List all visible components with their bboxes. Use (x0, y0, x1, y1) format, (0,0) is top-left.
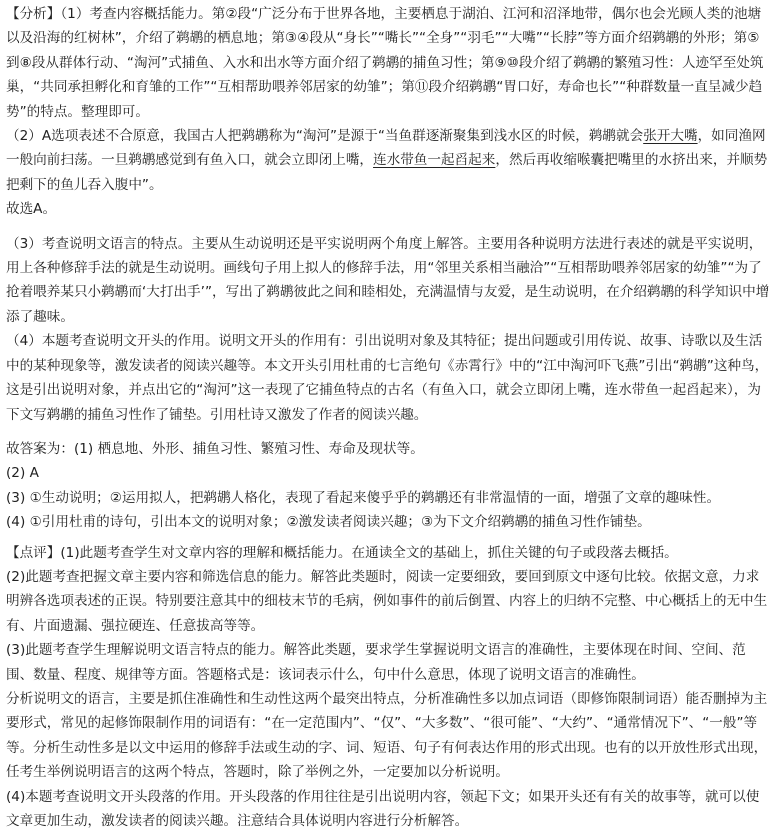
analysis-item-2-text-c: ，然后再收缩喉囊把嘴里的水挤出来，并顺势把剩下的鱼儿吞入腹中”。 (6, 152, 768, 193)
analysis-part-4: （4）本题考查说明文开头的作用。说明文开头的作用有：引出说明对象及其特征；提出问题或引用传说、故事、诗歌以及生活中的某种现象等，激发读者的阅读兴趣等。本文开头引用杜甫的七言绝句《赤霄行》中的“江中淘河吓飞燕”引出“鹈鹕”这种鸟，这是引出说明对象，并点出它的“淘河”这一表现了它捕鱼特点的古名（有鱼入口，就会立即闭上嘴，连水带鱼一起舀起来），为下文写鹈鹕的捕鱼习性作了铺垫。引用杜诗又激发了作者的阅读兴趣。 (6, 333, 769, 423)
analysis-item-2-text-a: （2）A选项表述不合原意，我国古人把鹈鹕称为“淘河”是源于“当鱼群逐渐聚集到浅水区的时候，鹈鹕就会 (6, 128, 644, 145)
underlined-phrase-scoop: 连水带鱼一起舀起来 (373, 152, 496, 169)
answer-2: (2) A (6, 465, 39, 482)
spacer (6, 427, 772, 437)
comment-5: (4)本题考查说明文开头段落的作用。开头段落的作用往往是引出说明内容，领起下文；如果开头还有有关的故事等，就可以使文章更加生动，激发读者的阅读兴趣。注意结合具体说明内容进行分析解答。 (6, 788, 760, 829)
analysis-part-3: （3）考查说明文语言的特点。主要从生动说明还是平实说明两个角度上解答。主要用各种说明方法进行表述的就是平实说明，用上各种修辞手法的就是生动说明。画线句子用上拟人的修辞手法，用“邻里关系相当融洽”“互相帮助喂养邻居家的幼雏”“为了抢着喂养某只小鹈鹕而‘大打出手’”，写出了鹈鹕彼此之间和睦相处，充满温情与友爱，是生动说明，在介绍鹈鹕的科学知识中增添了趣味。 (6, 235, 770, 325)
analysis-part-2 (6, 124, 772, 197)
comment-4: 分析说明文的语言，主要是抓住准确性和生动性这两个最突出特点，分析准确性多以加点词语（即修饰限制词语）能否删掉为主要形式，常见的起修饰限制作用的词语有：“在一定范围内”、“仅”、“大多数”、“很可能”、“大约”、“通常情况下”、“一般”等等。分析生动性多是以文中运用的修辞手法或生动的字、词、短语、句子有何表达作用的形式出现。也有的以开放性形式出现，任考生举例说明语言的这两个特点，答题时，除了举例之外，一定要加以分析说明。 (6, 690, 768, 781)
answer-4: (4) ①引用杜甫的诗句，引出本文的说明对象；②激发读者阅读兴趣；③为下文介绍鹈鹕的捕鱼习性作铺垫。 (6, 514, 651, 531)
spacer (6, 222, 772, 232)
analysis-heading: 【分析】 (6, 6, 61, 22)
answer-3: (3) ①生动说明；②运用拟人，把鹈鹕人格化，表现了看起来傻乎乎的鹈鹕还有非常温情的一面，增强了文章的趣味性。 (6, 489, 721, 506)
comment-1: 【点评】(1)此题考查学生对文章内容的理解和概括能力。在通读全文的基础上，抓住关键的句子或段落去概括。 (6, 544, 678, 561)
comment-3: (3)此题考查学生理解说明文语言特点的能力。解答此类题，要求学生掌握说明文语言的准确性，主要体现在时间、空间、范围、数量、程度、规律等方面。答题格式是：该词表示什么，句中什么意思，体现了说明文语言的准确性。 (6, 642, 746, 683)
analysis-choice: 故选A。 (6, 201, 57, 218)
underlined-phrase-open-mouth: 张开大嘴 (643, 128, 698, 145)
comment-2: (2)此题考查把握文章主要内容和筛选信息的能力。解答此类题时，阅读一定要细致，要回到原文中逐句比较。依据文意，力求明辨各选项表述的正误。特别要注意其中的细枝末节的毛病，例如事件的前后倒置、内容上的归纳不完整、中心概括上的无中生有、片面遗漏、强拉硬连、任意拔高等等。 (6, 568, 768, 634)
analysis-item-2-text-b: ，如同渔网一般向前扫荡。一旦鹈鹕感觉到有鱼入口，就会立即闭上嘴， (6, 128, 766, 169)
analysis-item-1-text: （1）考查内容概括能力。第②段“广泛分布于世界各地，主要栖息于湖泊、江河和沼泽地带，偶尔也会光顾人类的池塘以及沿海的红树林”，介绍了鹈鹕的栖息地；第③④段从“身长”“嘴长”“全身”“羽毛”“大嘴”“长脖”等方面介绍鹈鹕的外形；第⑤到⑧段从群体行动、“淘河”式捕鱼、入水和出水等方面介绍了鹈鹕的捕鱼习性；第⑨⑩段介绍了鹈鹕的繁殖习性：人迹罕至处筑巢，“共同承担孵化和育雏的工作”“互相帮助喂养邻居家的幼雏”；第⑪段介绍鹈鹕“胃口好，寿命也长”“种群数量一直呈减少趋势”的特点。整理即可。 (6, 6, 764, 120)
answer-1: 故答案为：(1) 栖息地、外形、捕鱼习性、繁殖习性、寿命及现状等。 (6, 440, 424, 457)
analysis-part-1 (6, 2, 772, 124)
